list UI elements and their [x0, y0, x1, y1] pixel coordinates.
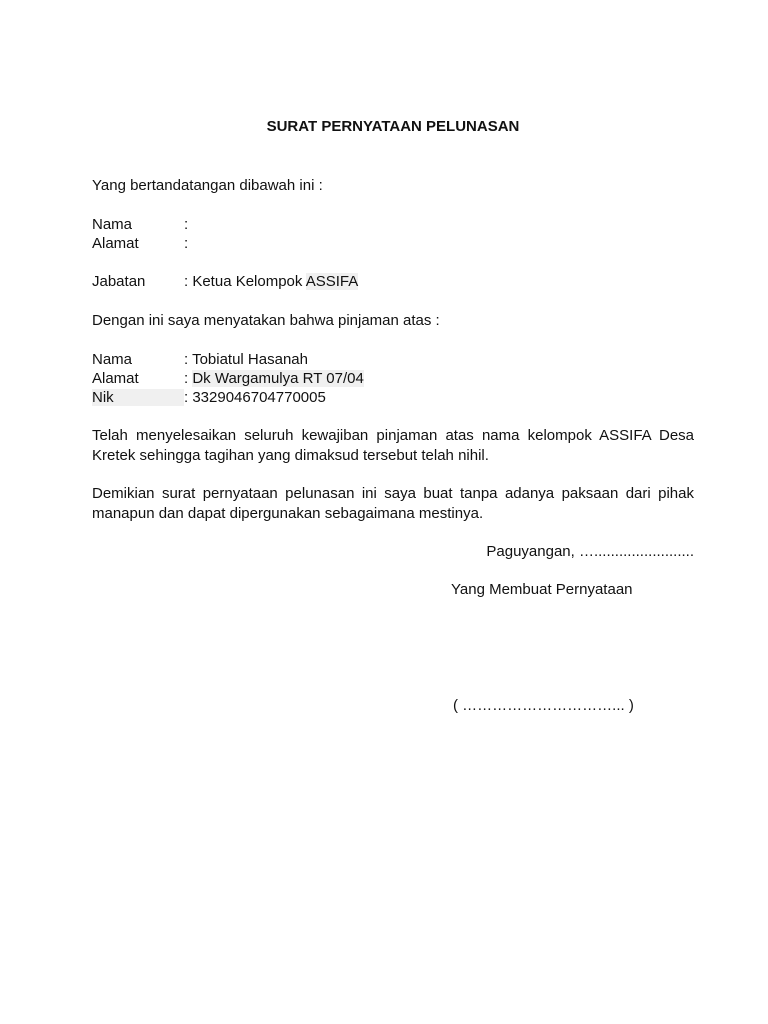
borrower-name-label: Nama — [92, 351, 133, 368]
signer-group-name: ASSIFA — [305, 273, 359, 290]
closing-paragraph: Demikian surat pernyataan pelunasan ini saya buat tanpa adanya paksaan dari pihak manapun dan dapat dipergunakan sebagaimana mestinya. — [92, 485, 694, 522]
signature-title: Yang Membuat Pernyataan — [451, 581, 633, 598]
document-title: SURAT PERNYATAAN PELUNASAN — [266, 118, 520, 135]
intro-text: Yang bertandatangan dibawah ini : — [92, 177, 323, 194]
signer-name-value: : — [184, 216, 189, 233]
completion-paragraph: Telah menyelesaikan seluruh kewajiban pinjaman atas nama kelompok ASSIFA Desa Kretek sehingga tagihan yang dimaksud tersebut telah nihil. — [92, 427, 694, 464]
signer-position-value — [184, 272, 358, 291]
borrower-address-colon: : — [184, 370, 193, 387]
borrower-address-text: Dk Wargamulya RT 07/04 — [192, 370, 364, 387]
borrower-name-value: : Tobiatul Hasanah — [184, 351, 308, 368]
signature-line: ( …………………………... ) — [453, 697, 634, 714]
signer-address-label: Alamat — [92, 235, 139, 252]
borrower-address-value — [184, 369, 364, 388]
place-date: Paguyangan, …........................ — [486, 543, 694, 560]
borrower-nik-value: : 3329046704770005 — [184, 389, 326, 406]
signer-position-label: Jabatan — [92, 273, 146, 290]
statement-text: Dengan ini saya menyatakan bahwa pinjaman atas : — [92, 312, 440, 329]
signer-address-value: : — [184, 235, 189, 252]
signer-position-prefix: : Ketua Kelompok — [184, 273, 306, 290]
borrower-nik-label: Nik — [92, 389, 114, 406]
signer-name-label: Nama — [92, 216, 133, 233]
borrower-address-label: Alamat — [92, 370, 139, 387]
